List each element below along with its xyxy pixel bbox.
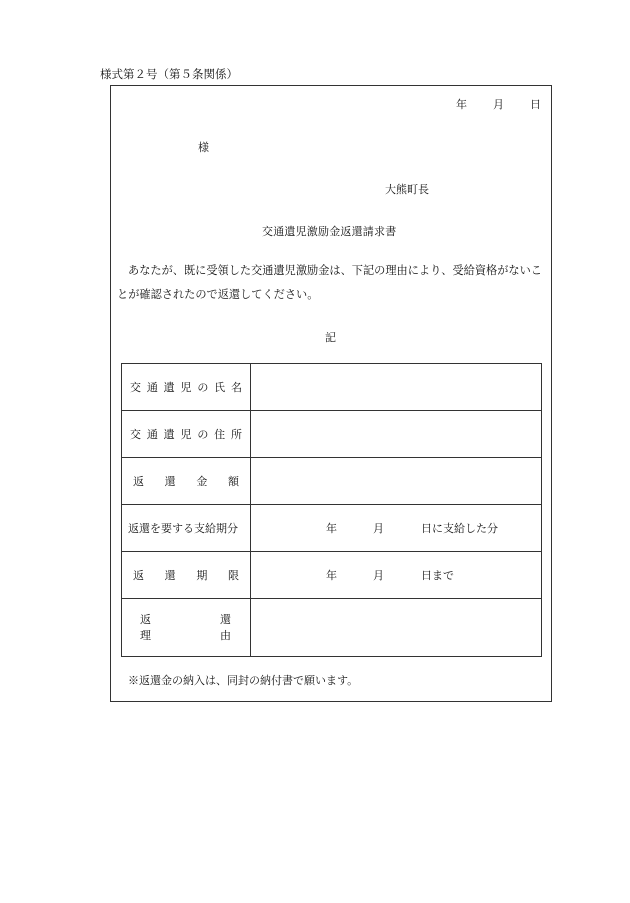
table-row-reason bbox=[122, 599, 542, 657]
label-char: 期 bbox=[196, 569, 208, 582]
label-char: 還 bbox=[164, 569, 176, 582]
value-month: 月 bbox=[373, 569, 384, 582]
label-char: 返 bbox=[140, 612, 151, 626]
table-row-refund-amount bbox=[122, 458, 542, 505]
label-char: の bbox=[197, 428, 209, 441]
label-char: 額 bbox=[227, 475, 239, 488]
label-char: 返 bbox=[133, 569, 144, 582]
document-title: 交通遺児激励金返還請求書 bbox=[262, 225, 397, 238]
label-char: の bbox=[197, 381, 209, 394]
value-month: 月 bbox=[373, 522, 384, 535]
label-refund-amount bbox=[122, 458, 251, 505]
body-paragraph: あなたが、既に受領した交通遺児激励金は、下記の理由により、受給資格がないことが確認されたので返還してください。 bbox=[117, 264, 542, 301]
label-char: 遺 bbox=[163, 428, 175, 441]
value-child-address[interactable] bbox=[251, 411, 542, 458]
label-child-name bbox=[122, 364, 251, 411]
value-year: 年 bbox=[326, 522, 337, 535]
label-char: 名 bbox=[230, 381, 242, 394]
form-number-label: 様式第２号（第５条関係） bbox=[100, 67, 238, 81]
label-char: 交 bbox=[130, 428, 141, 441]
label-char: 金 bbox=[196, 475, 208, 488]
label-deadline bbox=[122, 552, 251, 599]
label-char: 児 bbox=[180, 428, 192, 441]
value-day-suffix: 日に支給した分 bbox=[421, 522, 498, 535]
label-char: 氏 bbox=[214, 381, 226, 394]
label-char: 還 bbox=[164, 475, 176, 488]
label-char: 通 bbox=[146, 428, 158, 441]
label-char: 返 bbox=[133, 475, 144, 488]
table-row-child-name bbox=[122, 364, 542, 411]
label-char: 児 bbox=[180, 381, 192, 394]
date-year: 年 bbox=[456, 98, 467, 111]
date-month: 月 bbox=[493, 98, 504, 111]
table-row-deadline bbox=[122, 552, 542, 599]
payment-note: ※返還金の納入は、同封の納付書で願います。 bbox=[128, 674, 359, 687]
table-row-payment-period bbox=[122, 505, 542, 552]
value-day-suffix: 日まで bbox=[421, 569, 454, 582]
date-line bbox=[456, 96, 541, 112]
date-day: 日 bbox=[530, 98, 541, 111]
label-char: 由 bbox=[220, 628, 231, 642]
label-char: 通 bbox=[146, 381, 158, 394]
value-deadline[interactable] bbox=[251, 552, 542, 599]
value-reason[interactable] bbox=[251, 599, 542, 657]
table-row-child-address bbox=[122, 411, 542, 458]
label-char: 還 bbox=[220, 612, 231, 626]
label-char: 遺 bbox=[163, 381, 175, 394]
label-char: 理 bbox=[140, 628, 151, 642]
value-year: 年 bbox=[326, 569, 337, 582]
ki-heading: 記 bbox=[325, 331, 336, 344]
label-child-address bbox=[122, 411, 251, 458]
addressee-honorific: 様 bbox=[198, 141, 209, 154]
issuer-name: 大熊町長 bbox=[385, 183, 429, 196]
label-char: 所 bbox=[230, 428, 242, 441]
label-payment-period bbox=[122, 505, 251, 552]
label-text: 返還を要する支給期分 bbox=[128, 522, 238, 535]
value-child-name[interactable] bbox=[251, 364, 542, 411]
label-char: 限 bbox=[227, 569, 239, 582]
value-payment-period[interactable] bbox=[251, 505, 542, 552]
value-refund-amount[interactable] bbox=[251, 458, 542, 505]
label-reason bbox=[122, 599, 251, 657]
label-char: 交 bbox=[130, 381, 141, 394]
label-char: 住 bbox=[214, 428, 226, 441]
detail-table bbox=[121, 363, 542, 657]
